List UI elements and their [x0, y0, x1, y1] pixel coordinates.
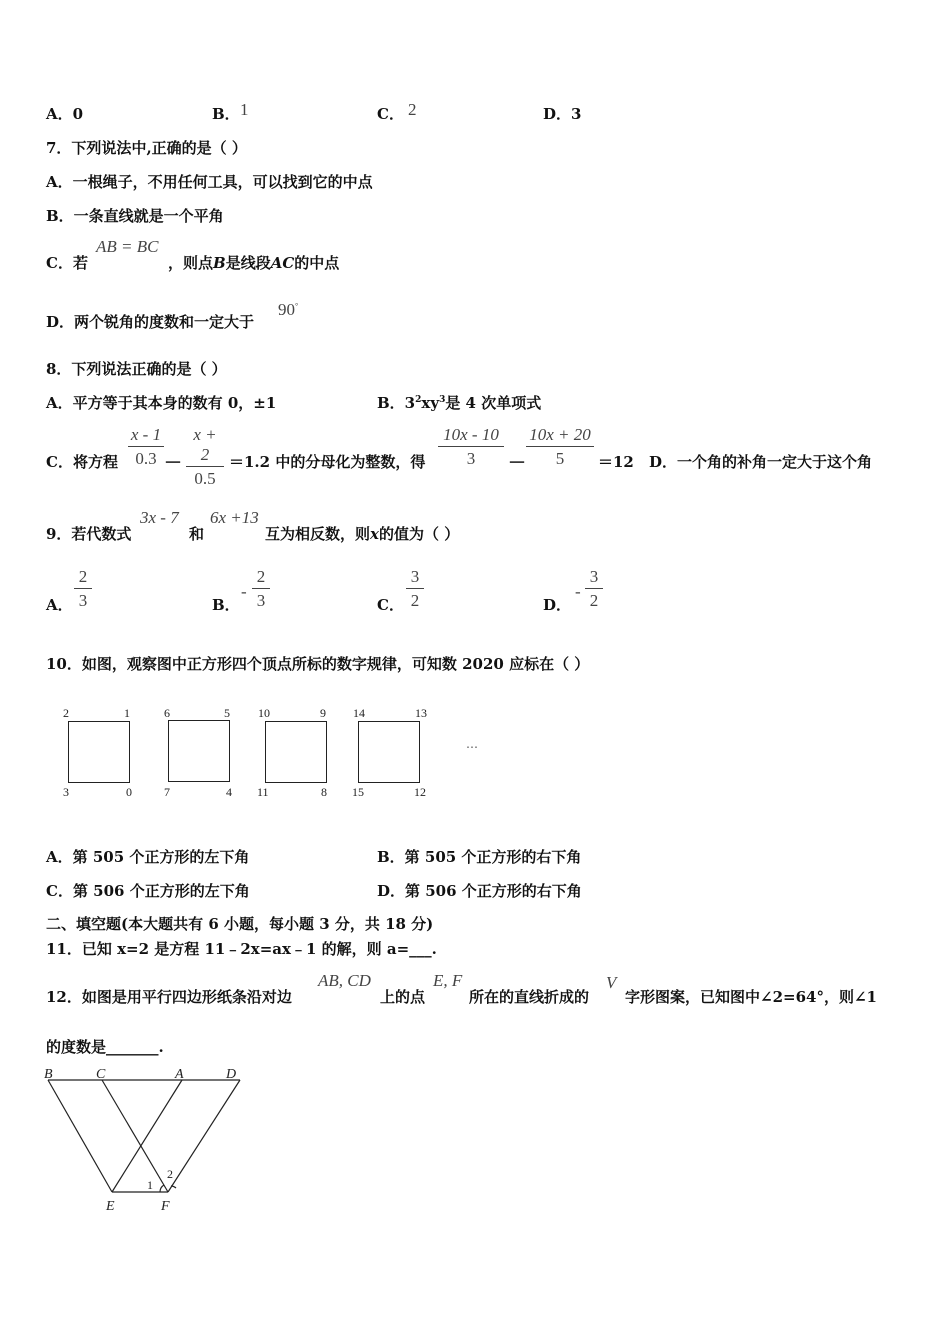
q8-f4-num: 10x + 20	[529, 425, 591, 444]
q10-square-4	[358, 721, 420, 783]
q8-b-pre: B．3	[377, 394, 416, 412]
q9-stem-prefix: 9．若代数式	[46, 525, 132, 543]
q12-label-d: D	[226, 1067, 237, 1082]
q7-stem: 7．下列说法中,正确的是（ ）	[46, 139, 247, 157]
q12-line-cf	[102, 1080, 168, 1192]
q7-option-d-value	[278, 300, 298, 320]
q8-minus-2: －	[508, 453, 526, 474]
q8-f2-den: 0.5	[194, 469, 216, 488]
q6-option-b: B．	[212, 105, 240, 123]
q12-math-abcd: AB, CD	[318, 971, 371, 990]
q12-post: 字形图案，已知图中∠2=64°，则∠1	[625, 988, 877, 1006]
q9-option-a-label: A．	[46, 596, 73, 614]
q6-option-c: C．	[377, 105, 404, 123]
q6-option-a: A．0	[46, 105, 84, 123]
q9-option-b-sign: -	[241, 582, 247, 601]
q8-fraction-3	[438, 425, 504, 469]
q12-label-angle-1: 1	[147, 1178, 153, 1192]
q6-option-c-value: 2	[408, 100, 417, 119]
q7-c-point-b: B	[213, 254, 226, 272]
q10-sq2-bl: 7	[164, 785, 170, 799]
q10-sq4-tr: 13	[415, 706, 427, 720]
q12-label-a: A	[175, 1067, 184, 1082]
q9-b-den: 3	[256, 591, 266, 610]
q10-option-b: B．第 505 个正方形的右下角	[377, 848, 582, 866]
q9-d-den: 2	[589, 591, 599, 610]
q12-prefix: 12．如图是用平行四边形纸条沿对边	[46, 988, 292, 1006]
q9-option-d-sign: -	[575, 582, 581, 601]
q9-a-num: 2	[78, 567, 88, 586]
q8-f2-num: x + 2	[193, 425, 217, 464]
q8-b-post: 是 4 次单项式	[445, 394, 542, 412]
q12-line-2: 的度数是_______.	[46, 1038, 164, 1056]
q12-label-angle-2: 2	[167, 1167, 173, 1181]
q8-fraction-1	[128, 425, 164, 469]
q9-post-2: 的值为（ ）	[378, 525, 460, 543]
q10-option-a: A．第 505 个正方形的左下角	[46, 848, 250, 866]
q10-square-2	[168, 720, 230, 782]
q12-line-be	[48, 1080, 112, 1192]
q12-label-c: C	[96, 1067, 106, 1082]
q10-square-3	[265, 721, 327, 783]
q10-sq4-tl: 14	[353, 706, 365, 720]
q10-sq1-br: 0	[126, 785, 132, 799]
q12-label-f: F	[161, 1199, 170, 1214]
q9-stem-rest	[265, 523, 459, 544]
q9-option-c-fraction	[406, 567, 424, 611]
q7-c-post-3: 的中点	[294, 254, 340, 272]
q10-sq2-tr: 5	[224, 706, 230, 720]
q9-option-a-fraction	[74, 567, 92, 611]
q8-fraction-4	[526, 425, 594, 469]
q9-d-num: 3	[589, 567, 599, 586]
q12-line-fd	[168, 1080, 240, 1192]
q10-sq3-tr: 9	[320, 706, 326, 720]
q12-label-b: B	[44, 1067, 53, 1082]
q8-fraction-2	[186, 425, 224, 489]
q9-post-1: 互为相反数，则	[265, 525, 371, 543]
q10-sq2-tl: 6	[164, 706, 170, 720]
q7-option-c-rest	[168, 252, 339, 273]
q9-b-num: 2	[256, 567, 266, 586]
q8-f1-den: 0.3	[135, 449, 157, 468]
q7-option-d: D．两个锐角的度数和一定大于	[46, 313, 255, 331]
q8-b-mid: xy	[421, 394, 440, 412]
q10-stem: 10．如图，观察图中正方形四个顶点所标的数字规律，可知数 2020 应标在（ ）	[46, 655, 590, 673]
q10-square-1	[68, 721, 130, 783]
q8-b-sup2: 3	[439, 395, 446, 405]
q10-sq1-tr: 1	[124, 706, 130, 720]
q9-a-den: 3	[78, 591, 88, 610]
q10-sq3-tl: 10	[258, 706, 270, 720]
q9-expression-2: 6x +13	[210, 508, 259, 527]
q8-b-sup1: 2	[415, 395, 422, 405]
q8-minus-1: －	[164, 453, 182, 474]
q10-option-c: C．第 506 个正方形的左下角	[46, 882, 250, 900]
q8-f3-num: 10x - 10	[443, 425, 499, 444]
section-2-title: 二、填空题(本大题共有 6 小题，每小题 3 分，共 18 分)	[46, 915, 434, 933]
q9-and: 和	[189, 525, 205, 543]
q8-option-c-prefix: C．将方程	[46, 453, 118, 471]
q9-option-b-label: B．	[212, 596, 240, 614]
q7-option-c-prefix: C．若	[46, 254, 88, 272]
q10-option-d: D．第 506 个正方形的右下角	[377, 882, 582, 900]
q10-sq4-br: 12	[414, 785, 426, 799]
q6-option-b-value: 1	[240, 100, 249, 119]
q9-c-num: 3	[410, 567, 420, 586]
q8-f4-den: 5	[555, 449, 565, 468]
q12-angle-1-arc	[160, 1185, 164, 1192]
q9-var-x: x	[370, 525, 379, 543]
q10-sq1-bl: 3	[63, 785, 69, 799]
q8-option-b	[377, 392, 541, 413]
q7-d-degree: °	[295, 301, 299, 311]
q12-math-v: V	[606, 973, 617, 992]
q7-option-b: B．一条直线就是一个平角	[46, 207, 224, 225]
q7-option-c-math: AB = BC	[96, 237, 159, 256]
q10-sq4-bl: 15	[352, 785, 364, 799]
q6-option-d: D．3	[543, 105, 582, 123]
q9-option-c-label: C．	[377, 596, 404, 614]
q7-c-post-1: ，则点	[168, 254, 214, 272]
q7-c-post-2: 是线段	[225, 254, 271, 272]
q8-option-d: D．一个角的补角一定大于这个角	[649, 453, 873, 471]
q8-stem: 8．下列说法正确的是（ ）	[46, 360, 227, 378]
q10-sq1-tl: 2	[63, 706, 69, 720]
q7-option-a: A．一根绳子，不用任何工具，可以找到它的中点	[46, 173, 373, 191]
q8-option-a: A．平方等于其本身的数有 0，±1	[46, 394, 277, 412]
q7-d-number: 90	[278, 300, 295, 319]
q9-option-b-fraction	[252, 567, 270, 611]
q10-sq3-br: 8	[321, 785, 327, 799]
q7-c-segment-ac: AC	[270, 254, 295, 272]
q10-ellipsis: …	[466, 737, 478, 751]
q8-f1-num: x - 1	[130, 425, 162, 444]
q9-option-d-fraction	[585, 567, 603, 611]
q10-sq2-br: 4	[226, 785, 232, 799]
q9-option-d-label: D．	[543, 596, 572, 614]
q8-option-c-end: ＝12	[598, 453, 634, 471]
q12-math-ef: E, F	[433, 971, 463, 990]
q12-mid-2: 所在的直线折成的	[469, 988, 590, 1006]
q9-c-den: 2	[410, 591, 420, 610]
q10-sq3-bl: 11	[257, 785, 269, 799]
q8-f3-den: 3	[466, 449, 476, 468]
q11-text: 11．已知 x=2 是方程 11﹣2x=ax﹣1 的解，则 a=___.	[46, 940, 437, 958]
q8-option-c-middle: ＝1.2 中的分母化为整数，得	[229, 453, 426, 471]
q12-mid-1: 上的点	[380, 988, 426, 1006]
q9-expression-1: 3x - 7	[140, 508, 179, 527]
q12-figure	[40, 1062, 250, 1217]
q12-label-e: E	[106, 1199, 115, 1214]
